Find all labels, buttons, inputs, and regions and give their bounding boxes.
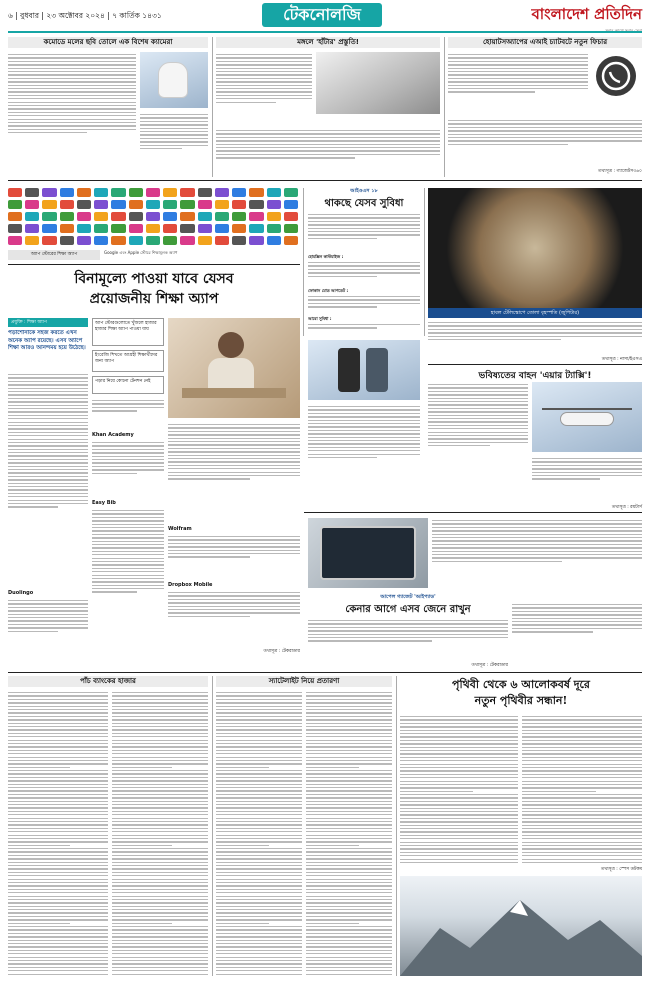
space-scam-col1 <box>216 690 302 976</box>
app-icon <box>146 236 160 245</box>
ios-kicker: আইওএস ১৮ <box>350 188 378 194</box>
app-icon <box>232 236 246 245</box>
app-icon <box>42 236 56 245</box>
mars-body-cont <box>216 128 440 176</box>
strip-caption-left: অ্যাপ স্টোরের শিক্ষা অ্যাপ <box>8 250 100 260</box>
app-icon <box>249 200 263 209</box>
app-icon <box>8 224 22 233</box>
app-icon <box>198 200 212 209</box>
app-icon <box>215 200 229 209</box>
app-icon <box>180 224 194 233</box>
air-taxi-byline: তথ্যসূত্র : রয়টার্স <box>611 505 642 510</box>
main-col1-body <box>8 372 88 587</box>
app-icon <box>232 212 246 221</box>
paper-name: বাংলাদেশ প্রতিদিন <box>531 5 642 23</box>
app-icon <box>163 224 177 233</box>
air-taxi-body <box>428 382 528 502</box>
app-icon <box>232 188 246 197</box>
main-byline: তথ্যসূত্র : টেকরাডার <box>263 649 300 654</box>
app-heading-khan: Khan Academy <box>92 432 134 438</box>
app-icon <box>42 224 56 233</box>
app-icon <box>267 188 281 197</box>
banks-col2 <box>112 690 208 976</box>
paper-logo <box>470 3 642 29</box>
app-icon <box>198 236 212 245</box>
app-icon <box>25 212 39 221</box>
ios-body-2 <box>308 260 420 286</box>
app-icon <box>267 224 281 233</box>
app-icon <box>180 212 194 221</box>
ipad-body-2 <box>512 602 642 660</box>
ios-highlight-2: ফোকাস মোড আপডেট : <box>308 288 349 293</box>
app-body-wolfram <box>168 534 300 578</box>
ios-highlight-1: হোমস্ক্রিন কাস্টমাইজ : <box>308 254 344 259</box>
student-illustration <box>168 318 300 418</box>
app-icon <box>25 236 39 245</box>
app-icon <box>163 200 177 209</box>
issue-line: ৬ | বুধবার | ২৩ অক্টোবর ২০২৪ | ৭ কার্তিক ১৪৩১ <box>8 11 162 20</box>
whatsapp-icon <box>596 56 636 96</box>
app-icon <box>215 212 229 221</box>
callout-3: পড়ার নিয়ে কোনো টেনশন নেই <box>92 376 164 394</box>
earth-col2 <box>522 714 642 864</box>
app-icon <box>77 212 91 221</box>
app-icon <box>111 236 125 245</box>
app-icon <box>111 212 125 221</box>
app-icon <box>111 188 125 197</box>
jupiter-byline: তথ্যসূত্র : নাসা/ইএসএ <box>601 357 642 362</box>
earth-headline-line1: পৃথিবী থেকে ৬ আলোকবর্ষ দূরে <box>452 678 590 691</box>
app-icon <box>42 188 56 197</box>
air-taxi-photo <box>532 382 642 452</box>
app-icon <box>249 188 263 197</box>
app-icon <box>60 236 74 245</box>
whatsapp-body <box>448 52 588 116</box>
app-icon <box>77 236 91 245</box>
earth-headline-line2: নতুন পৃথিবীর সন্ধান! <box>474 694 568 707</box>
ios-body-3 <box>308 294 420 314</box>
app-icon <box>180 200 194 209</box>
app-icon <box>232 224 246 233</box>
ios-highlight-3: আরো সুবিধা : <box>308 316 332 321</box>
app-icon <box>129 236 143 245</box>
app-icon <box>146 224 160 233</box>
earth-col1 <box>400 714 518 864</box>
app-icon <box>163 188 177 197</box>
camera-headline: কমোডে মলের ছবি তোলে এক বিশেষ ক্যামেরা <box>8 37 208 48</box>
strip-caption-right: Google এবং Apple স্টোরে শিক্ষামূলক অ্যাপ <box>104 250 178 255</box>
whatsapp-body-cont <box>448 118 642 166</box>
jupiter-body <box>428 320 642 354</box>
jupiter-photo <box>428 188 642 308</box>
app-heading-easybib: Easy Bib <box>92 500 116 506</box>
app-icon-strip <box>8 188 298 248</box>
app-icon <box>8 212 22 221</box>
app-icon <box>25 224 39 233</box>
app-body-dropbox <box>168 590 300 646</box>
ios-body-5 <box>308 404 420 504</box>
app-icon <box>129 212 143 221</box>
app-icon <box>94 212 108 221</box>
app-icon <box>111 224 125 233</box>
app-icon <box>94 200 108 209</box>
app-icon <box>249 236 263 245</box>
mountain-icon <box>400 876 642 976</box>
app-heading-duolingo: Duolingo <box>8 590 34 596</box>
app-icon <box>198 188 212 197</box>
app-icon <box>232 200 246 209</box>
whatsapp-headline: হোয়াটসঅ্যাপের এআই চ্যাটবটে নতুন ফিচার <box>448 37 642 48</box>
callout-1: আপ স্টোরগুলোতে খুঁজলে হাজার হাজার শিক্ষা অ্যাপ পাওয়া যায় <box>92 318 164 346</box>
app-body-khan <box>92 440 164 496</box>
masthead-rule <box>8 31 642 33</box>
app-icon <box>77 188 91 197</box>
main-col3-body <box>168 422 300 522</box>
app-icon <box>94 236 108 245</box>
air-taxi-headline: ভবিষ্যতের বাহন 'এয়ার ট্যাক্সি'! <box>478 371 592 381</box>
app-icon <box>77 200 91 209</box>
ipad-headline: কেনার আগে এসব জেনে রাখুন <box>345 604 471 615</box>
ios-body-4 <box>308 322 420 336</box>
app-icon <box>146 200 160 209</box>
jupiter-caption: হাবল টেলিস্কোপে তোলা বৃহস্পতি (জুপিটার) <box>428 308 642 318</box>
toilet-camera-photo <box>140 52 208 108</box>
whatsapp-byline: তথ্যসূত্র : গ্যাজেটস৩৬০ <box>598 169 642 174</box>
main-headline-line1: বিনামূল্যে পাওয়া যাবে যেসব <box>74 271 234 287</box>
app-icon <box>42 200 56 209</box>
app-icon <box>42 212 56 221</box>
app-icon <box>163 212 177 221</box>
app-icon <box>25 188 39 197</box>
earth-landscape-photo <box>400 876 642 976</box>
ipad-body <box>308 618 508 660</box>
app-icon <box>94 188 108 197</box>
app-icon <box>215 188 229 197</box>
mars-headline: মঙ্গলে 'হাঁটার' প্রস্তুতি! <box>216 37 440 48</box>
main-intro: পড়াশোনাকে সহজ করতে এখন অনেক অ্যাপ রয়েছে। এসব অ্যাপে শিক্ষা আরও আনন্দময় হয়ে উঠেছে। <box>8 330 86 351</box>
app-icon <box>129 200 143 209</box>
app-icon <box>111 200 125 209</box>
banks-headline: পাঁচ ব্যাংকের হাজার <box>8 676 208 687</box>
app-icon <box>60 200 74 209</box>
ipad-photo <box>308 518 428 588</box>
space-scam-col2 <box>306 690 392 976</box>
ipad-body-right <box>432 518 642 600</box>
app-icon <box>180 188 194 197</box>
mars-body <box>216 52 312 127</box>
app-icon <box>8 188 22 197</box>
space-scam-headline: স্যাটেলাইট নিয়ে প্রতারণা <box>216 676 392 687</box>
mars-surface-photo <box>316 52 440 114</box>
section-logo: টেকনোলজি <box>262 3 382 27</box>
app-icon-grid <box>8 188 298 245</box>
callout-2: ইংরেজি শিখতে আগ্রহী শিক্ষার্থীদের জন্য অ্যাপ <box>92 350 164 372</box>
app-icon <box>180 236 194 245</box>
app-icon <box>249 212 263 221</box>
app-icon <box>94 224 108 233</box>
camera-body-cont <box>140 112 208 172</box>
app-icon <box>267 236 281 245</box>
app-icon <box>77 224 91 233</box>
app-icon <box>129 224 143 233</box>
app-body-duolingo <box>8 598 88 658</box>
app-icon <box>284 224 298 233</box>
app-icon <box>198 224 212 233</box>
app-icon <box>146 212 160 221</box>
app-heading-dropbox: Dropbox Mobile <box>168 582 213 588</box>
ios-devices-photo <box>308 340 420 400</box>
camera-body <box>8 52 136 172</box>
section-tag: প্রযুক্তি : শিক্ষা অ্যাপ <box>8 318 88 327</box>
app-body-easybib <box>92 508 164 658</box>
app-icon <box>267 212 281 221</box>
app-icon <box>60 212 74 221</box>
app-icon <box>163 236 177 245</box>
app-icon <box>60 188 74 197</box>
app-icon <box>284 236 298 245</box>
main-headline-line2: প্রয়োজনীয় শিক্ষা অ্যাপ <box>89 291 219 307</box>
ipad-kicker: আপেল গ্যাজেট 'আইপ্যাড' <box>380 594 436 600</box>
app-icon <box>146 188 160 197</box>
app-icon <box>8 236 22 245</box>
app-icon <box>25 200 39 209</box>
app-heading-wolfram: Wolfram <box>168 526 192 532</box>
main-col2-intro <box>92 398 164 424</box>
banks-col1 <box>8 690 108 976</box>
app-icon <box>8 200 22 209</box>
app-icon <box>215 224 229 233</box>
ipad-byline: তথ্যসূত্র : টেকরাডার <box>471 663 508 668</box>
air-taxi-body-2 <box>532 456 642 502</box>
app-icon <box>215 236 229 245</box>
earth-byline: তথ্যসূত্র : স্পেস ডটকম <box>600 867 642 872</box>
app-icon <box>198 212 212 221</box>
app-icon <box>249 224 263 233</box>
ios-body <box>308 212 420 252</box>
app-icon <box>284 200 298 209</box>
app-icon <box>284 212 298 221</box>
app-icon <box>267 200 281 209</box>
app-icon <box>129 188 143 197</box>
app-icon <box>284 188 298 197</box>
app-icon <box>60 224 74 233</box>
ios-headline: থাকছে যেসব সুবিধা <box>324 198 404 209</box>
